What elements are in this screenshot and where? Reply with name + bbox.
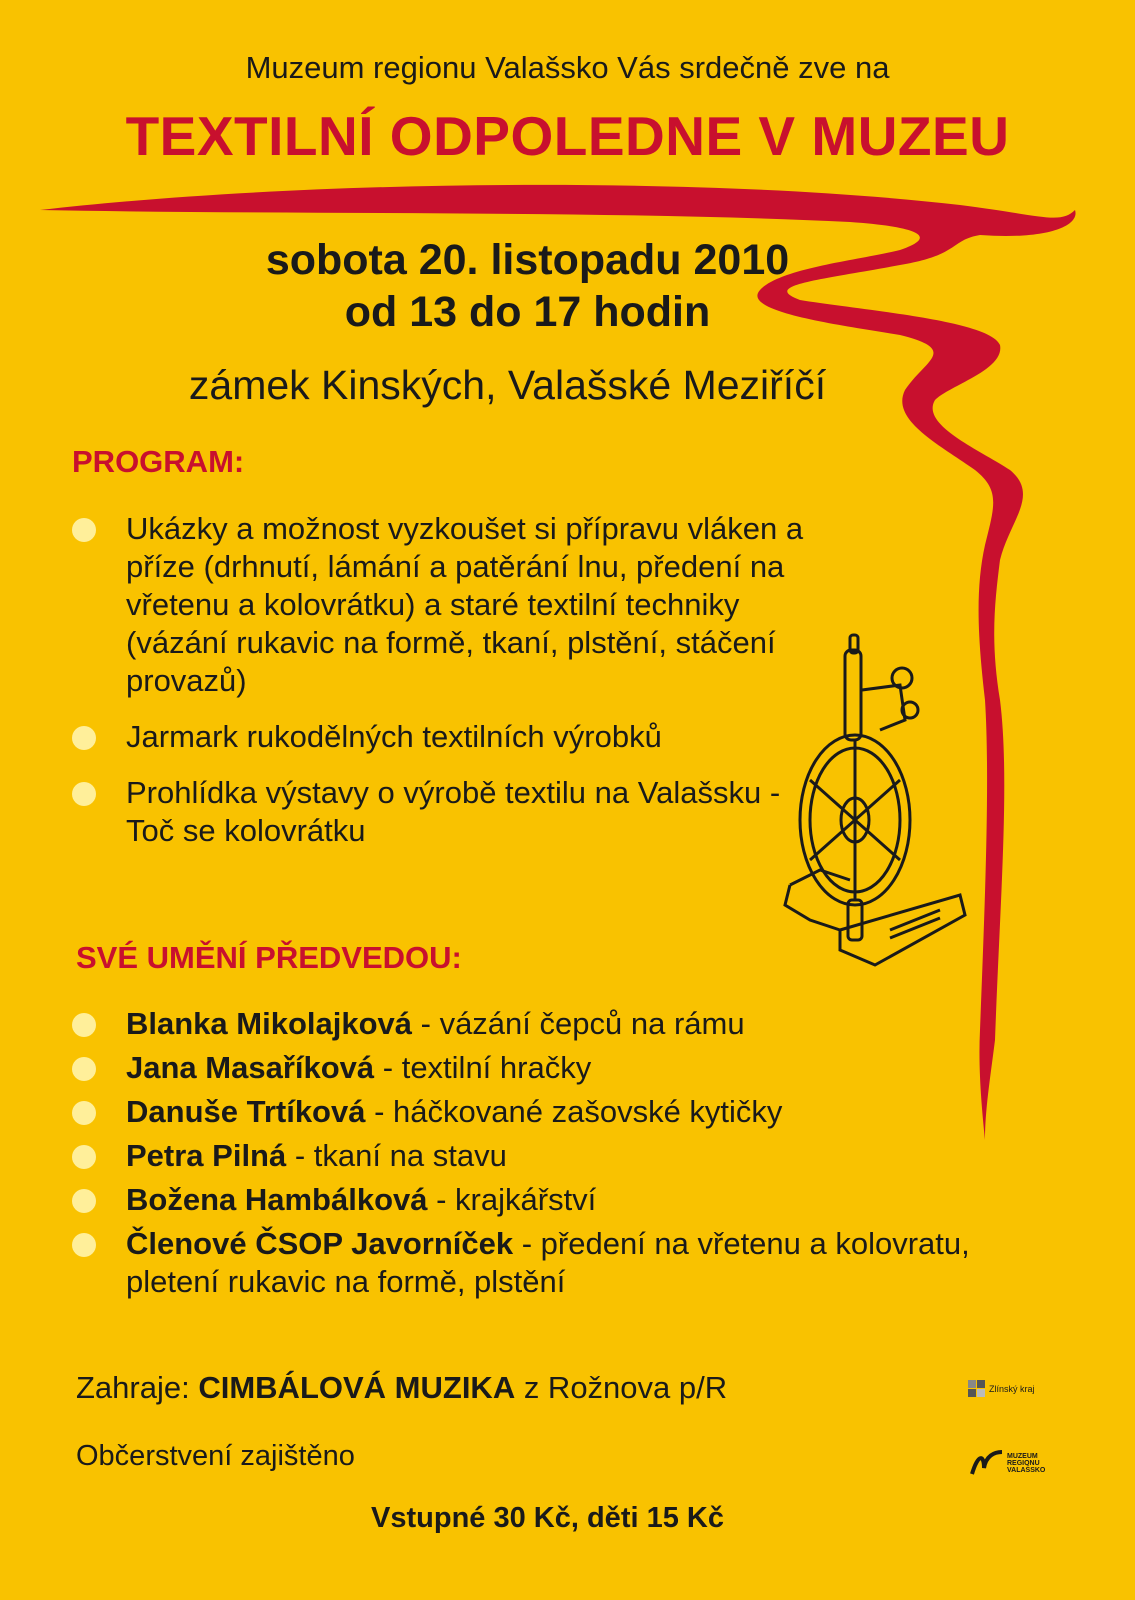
refreshments-line: Občerstvení zajištěno <box>76 1440 355 1472</box>
music-band: CIMBÁLOVÁ MUZIKA <box>198 1370 516 1405</box>
bullet-icon <box>72 1057 96 1081</box>
artist-name: Danuše Trtíková <box>126 1094 366 1129</box>
list-item <box>72 1049 972 1087</box>
list-item <box>72 1137 972 1175</box>
artists-list <box>72 1005 972 1307</box>
program-item-text: Jarmark rukodělných textilních výrobků <box>126 719 662 754</box>
bullet-icon <box>72 1189 96 1213</box>
music-line <box>76 1370 727 1406</box>
museum-logo-icon <box>970 1450 1004 1476</box>
artist-name: Jana Masaříková <box>126 1050 375 1085</box>
artists-heading: SVÉ UMĚNÍ PŘEDVEDOU: <box>76 940 462 975</box>
event-time: od 13 do 17 hodin <box>344 288 711 336</box>
artist-skill: - háčkované zašovské kytičky <box>365 1094 783 1129</box>
artist-skill: - textilní hračky <box>374 1050 592 1085</box>
bullet-icon <box>72 726 96 750</box>
program-list <box>72 510 812 868</box>
list-item <box>72 774 812 850</box>
music-prefix: Zahraje: <box>76 1370 199 1405</box>
artist-name: Božena Hambálková <box>126 1182 428 1217</box>
music-suffix: z Rožnova p/R <box>515 1370 728 1405</box>
artist-skill: - vázání čepců na rámu <box>412 1006 745 1041</box>
museum-logo-line: REGIONU <box>1007 1459 1040 1467</box>
bullet-icon <box>72 782 96 806</box>
bullet-icon <box>72 1013 96 1037</box>
museum-logo-line: VALAŠSKO <box>1007 1466 1046 1474</box>
event-date: sobota 20. listopadu 2010 <box>265 236 790 284</box>
list-item <box>72 718 812 756</box>
entry-fee: Vstupné 30 Kč, děti 15 Kč <box>371 1502 724 1534</box>
artist-skill: - krajkářství <box>427 1182 597 1217</box>
artist-skill: - předení na vřetenu a kolovratu, pletení rukavic na formě, plstění <box>126 1226 970 1299</box>
artist-name: Blanka Mikolajková <box>126 1006 413 1041</box>
artist-skill: - tkaní na stavu <box>286 1138 507 1173</box>
list-item <box>72 1093 972 1131</box>
bullet-icon <box>72 1233 96 1257</box>
artist-name: Členové ČSOP Javorníček <box>126 1226 514 1261</box>
program-item-text: Prohlídka výstavy o výrobě textilu na Valašsku - Toč se kolovrátku <box>126 775 781 848</box>
region-logo-text: Zlínský kraj <box>989 1383 1035 1394</box>
list-item <box>72 1225 972 1301</box>
list-item <box>72 1181 972 1219</box>
program-heading: PROGRAM: <box>72 444 245 479</box>
list-item <box>72 510 812 700</box>
museum-logo <box>970 1450 1045 1476</box>
event-venue: zámek Kinských, Valašské Meziříčí <box>188 362 827 408</box>
artist-name: Petra Pilná <box>126 1138 287 1173</box>
bullet-icon <box>72 1145 96 1169</box>
invite-line: Muzeum regionu Valašsko Vás srdečně zve na <box>245 50 890 85</box>
museum-logo-line: MUZEUM <box>1007 1452 1038 1460</box>
page-title: TEXTILNÍ ODPOLEDNE V MUZEU <box>125 105 1010 167</box>
bullet-icon <box>72 518 96 542</box>
program-item-text: Ukázky a možnost vyzkoušet si přípravu vláken a příze (drhnutí, lámání a patěrání lnu, předení na vřetenu a kolovrátku) a staré textilní techniky (vázání rukavic na formě, tkaní, plstění, stáčení provazů) <box>126 511 804 698</box>
list-item <box>72 1005 972 1043</box>
region-logo <box>968 1380 1035 1397</box>
bullet-icon <box>72 1101 96 1125</box>
region-logo-icon <box>968 1380 985 1397</box>
